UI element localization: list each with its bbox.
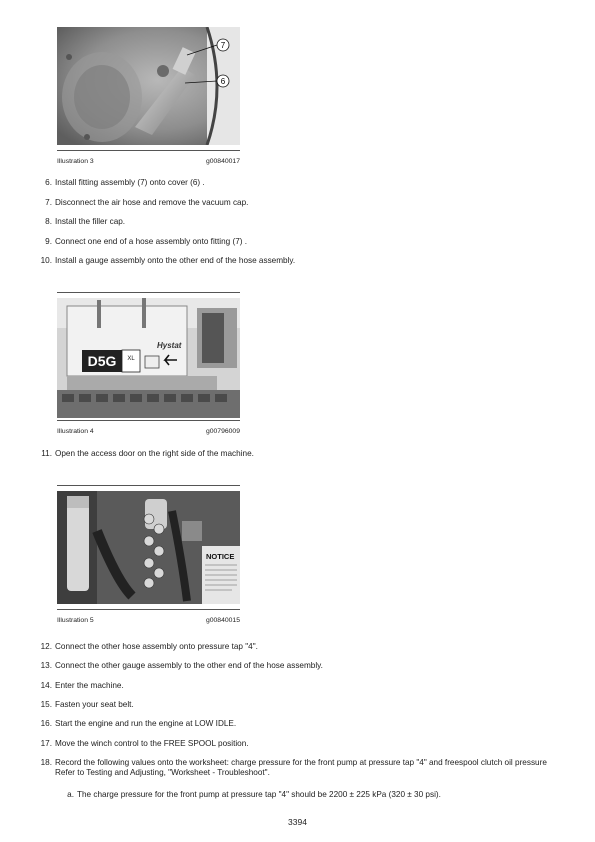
step-number: 8. [45, 217, 52, 226]
machine-photo-svg [57, 298, 240, 418]
photo-pressure-taps [57, 491, 240, 604]
step-text: Start the engine and run the engine at LOW IDLE. [55, 719, 237, 728]
figure-illustration-5 [57, 485, 240, 624]
step-number: 16. [40, 719, 52, 728]
brand-decal-text: Hystat [157, 341, 182, 350]
step-number: 10. [40, 256, 52, 265]
step-number: 11. [41, 449, 52, 458]
figure-rule [57, 609, 240, 610]
figure-rule [57, 420, 240, 421]
step-text: Install a gauge assembly onto the other end of the hose assembly. [55, 256, 296, 265]
figure-rule [57, 292, 240, 293]
photo-machine-side [57, 298, 240, 418]
step-number: 18. [40, 758, 52, 767]
step-number: 12. [40, 642, 52, 651]
callout-6-label: 6 [220, 77, 226, 86]
step-number: 9. [45, 237, 52, 246]
substep-letter: a. [67, 790, 74, 799]
access-door [145, 356, 159, 368]
figure-caption: Illustration 4 [57, 428, 94, 435]
step-number: 6. [45, 178, 52, 187]
callout-7-label: 7 [220, 41, 226, 50]
step-text: Open the access door on the right side of the machine. [55, 449, 254, 458]
photo-fitting-assembly [57, 27, 240, 145]
model-decal-text: D5G [87, 353, 117, 369]
decal-sub-text: XL [127, 356, 135, 362]
step-text: Install the filler cap. [55, 217, 126, 226]
step-text: Install fitting assembly (7) onto cover (6) . [55, 178, 205, 187]
figure-caption: Illustration 5 [57, 617, 94, 624]
step-text: Connect the other hose assembly onto pressure tap "4". [55, 642, 258, 651]
figure-code: g00840015 [205, 617, 240, 624]
filter-canister [67, 496, 89, 591]
step-number: 13. [40, 661, 52, 670]
figure-code: g00796009 [205, 428, 240, 435]
figure-rule [57, 150, 240, 151]
step-text: Record the following values onto the worksheet: charge pressure for the front pump at pressure tap "4" and freespool clutch oil pressure Refer to Testing and Adjusting, "Worksheet - Troubleshoot". [55, 758, 547, 777]
figure-caption-row [57, 617, 240, 624]
step-text: Move the winch control to the FREE SPOOL position. [55, 739, 249, 748]
substep-text: The charge pressure for the front pump at pressure tap "4" should be 2200 ± 225 kPa (320 ± 30 psi). [77, 790, 441, 799]
figure-code: g00840017 [205, 158, 240, 165]
figure-illustration-3 [57, 27, 240, 165]
figure-caption-row [57, 428, 240, 435]
step-text: Connect the other gauge assembly to the other end of the hose assembly. [55, 661, 323, 670]
step-text: Fasten your seat belt. [55, 700, 134, 709]
step-text: Disconnect the air hose and remove the vacuum cap. [55, 198, 249, 207]
figure-caption-row [57, 158, 240, 165]
step-number: 7. [45, 198, 52, 207]
page-number: 3394 [288, 817, 307, 827]
pressure-taps-photo-svg [57, 491, 240, 604]
figure-rule [57, 485, 240, 486]
step-number: 15. [40, 700, 52, 709]
figure-illustration-4 [57, 292, 240, 435]
step-number: 17. [40, 739, 52, 748]
figure-caption: Illustration 3 [57, 158, 94, 165]
fitting-photo-svg [57, 27, 240, 145]
step-text: Enter the machine. [55, 681, 124, 690]
step-number: 14. [40, 681, 52, 690]
notice-decal-text: NOTICE [206, 552, 235, 561]
step-text: Connect one end of a hose assembly onto fitting (7) . [55, 237, 248, 246]
